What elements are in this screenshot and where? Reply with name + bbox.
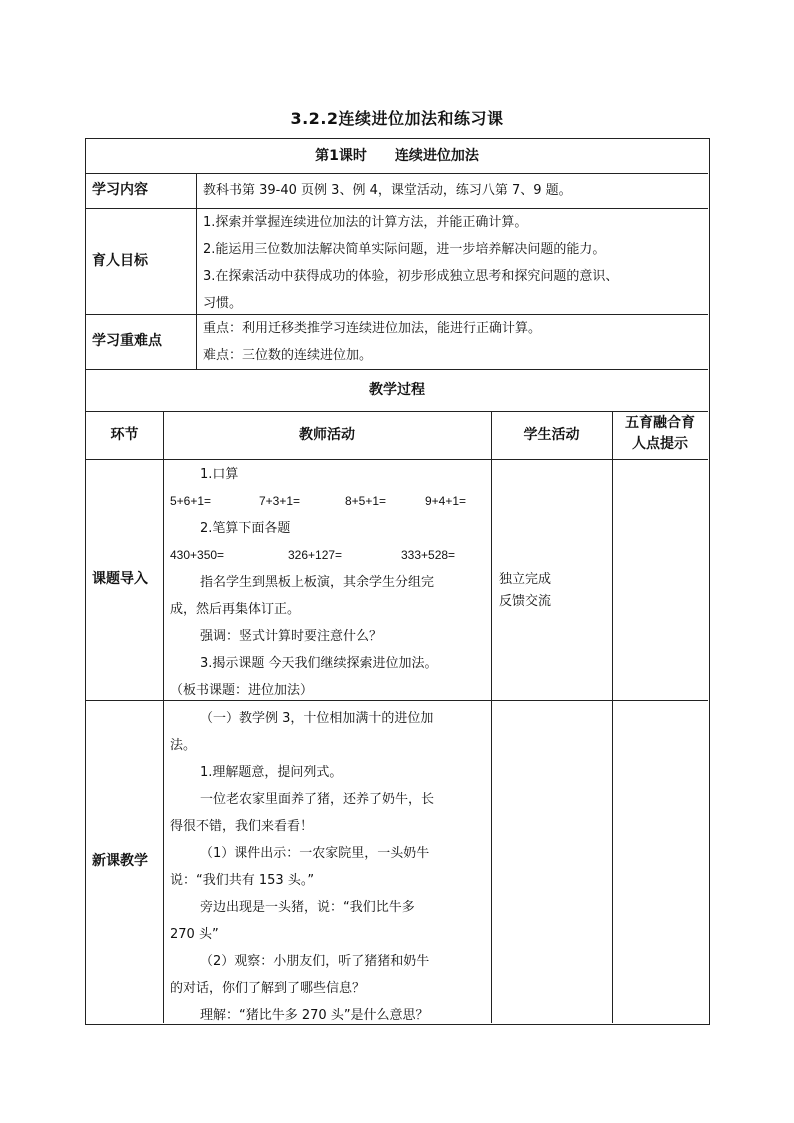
column-student: 学生活动 bbox=[523, 426, 580, 443]
oral-item: 5+6+1= bbox=[170, 494, 212, 508]
goal-line: 1.探索并掌握连续进位加法的计算方法，并能正确计算。 bbox=[203, 215, 528, 230]
key-point-line: 重点：利用迁移类推学习连续进位加法，能进行正确计算。 bbox=[203, 321, 542, 336]
oral-calculations bbox=[170, 488, 490, 515]
lesson-table bbox=[85, 138, 710, 1025]
column-five-education bbox=[612, 413, 708, 459]
new-lesson-teacher-activity bbox=[170, 705, 490, 1029]
intro-line: 强调：竖式计算时要注意什么？ bbox=[200, 629, 383, 644]
lesson-line: 得很不错，我们来看看！ bbox=[170, 819, 314, 834]
lesson-line: 270 头” bbox=[170, 927, 219, 942]
written-calculations bbox=[170, 542, 490, 569]
column-stage: 环节 bbox=[110, 426, 139, 443]
lesson-header: 第1课时 连续进位加法 bbox=[315, 147, 479, 164]
column-five-line: 五育融合育 bbox=[625, 415, 695, 431]
intro-line: 指名学生到黑板上板演，其余学生分组完 bbox=[200, 575, 435, 590]
column-five-line: 人点提示 bbox=[632, 436, 688, 452]
lesson-line: 一位老农家里面养了猪，还养了奶牛，长 bbox=[200, 792, 435, 807]
key-points-text bbox=[203, 315, 703, 369]
lesson-line: 1.理解题意，提问列式。 bbox=[200, 765, 343, 780]
oral-title: 1.口算 bbox=[200, 467, 239, 482]
student-line: 独立完成 bbox=[499, 572, 552, 587]
lesson-line: 法。 bbox=[170, 738, 197, 753]
column-teacher: 教师活动 bbox=[299, 426, 355, 443]
lesson-line: （1）课件出示：一农家院里，一头奶牛 bbox=[200, 846, 430, 861]
key-points-label: 学习重难点 bbox=[92, 333, 162, 349]
stage-new-lesson: 新课教学 bbox=[92, 853, 148, 869]
goal-line: 3.在探索活动中获得成功的体验，初步形成独立思考和探究问题的意识、 bbox=[203, 269, 619, 284]
document-title: 3.2.2连续进位加法和练习课 bbox=[290, 109, 504, 128]
intro-teacher-activity bbox=[170, 461, 490, 704]
intro-line: 3.揭示课题 今天我们继续探索进位加法。 bbox=[200, 656, 438, 671]
stage-intro: 课题导入 bbox=[92, 571, 148, 587]
lesson-line: 说：“我们共有 153 头。” bbox=[170, 873, 315, 888]
key-point-line: 难点：三位数的连续进位加。 bbox=[203, 348, 373, 363]
oral-item: 8+5+1= bbox=[345, 494, 387, 508]
written-item: 333+528= bbox=[401, 548, 456, 562]
goal-line: 习惯。 bbox=[203, 296, 243, 311]
goal-line: 2.能运用三位数加法解决简单实际问题，进一步培养解决问题的能力。 bbox=[203, 242, 606, 257]
lesson-line: （一）教学例 3，十位相加满十的进位加 bbox=[200, 711, 434, 726]
content-text bbox=[203, 177, 703, 205]
lesson-line: （2）观察：小朋友们，听了猪猪和奶牛 bbox=[200, 954, 430, 969]
intro-line: （板书课题：进位加法） bbox=[170, 683, 314, 698]
lesson-line: 的对话，你们了解到了哪些信息？ bbox=[170, 981, 366, 996]
oral-item: 7+3+1= bbox=[259, 494, 301, 508]
student-line: 反馈交流 bbox=[499, 594, 552, 609]
intro-line: 成，然后再集体订正。 bbox=[170, 602, 301, 617]
goals-text bbox=[203, 209, 708, 317]
content-line: 教科书第 39-40 页例 3、例 4，课堂活动，练习八第 7、9 题。 bbox=[203, 183, 572, 198]
written-item: 326+127= bbox=[288, 548, 343, 562]
intro-student-activity bbox=[499, 569, 609, 613]
written-item: 430+350= bbox=[170, 548, 225, 562]
content-label: 学习内容 bbox=[92, 182, 148, 198]
goals-label: 育人目标 bbox=[92, 252, 148, 269]
oral-item: 9+4+1= bbox=[425, 494, 467, 508]
lesson-line: 理解：“猪比牛多 270 头”是什么意思？ bbox=[200, 1008, 429, 1023]
written-title: 2.笔算下面各题 bbox=[200, 521, 291, 536]
process-header: 教学过程 bbox=[369, 381, 425, 398]
lesson-line: 旁边出现是一头猪，说：“我们比牛多 bbox=[200, 900, 415, 915]
